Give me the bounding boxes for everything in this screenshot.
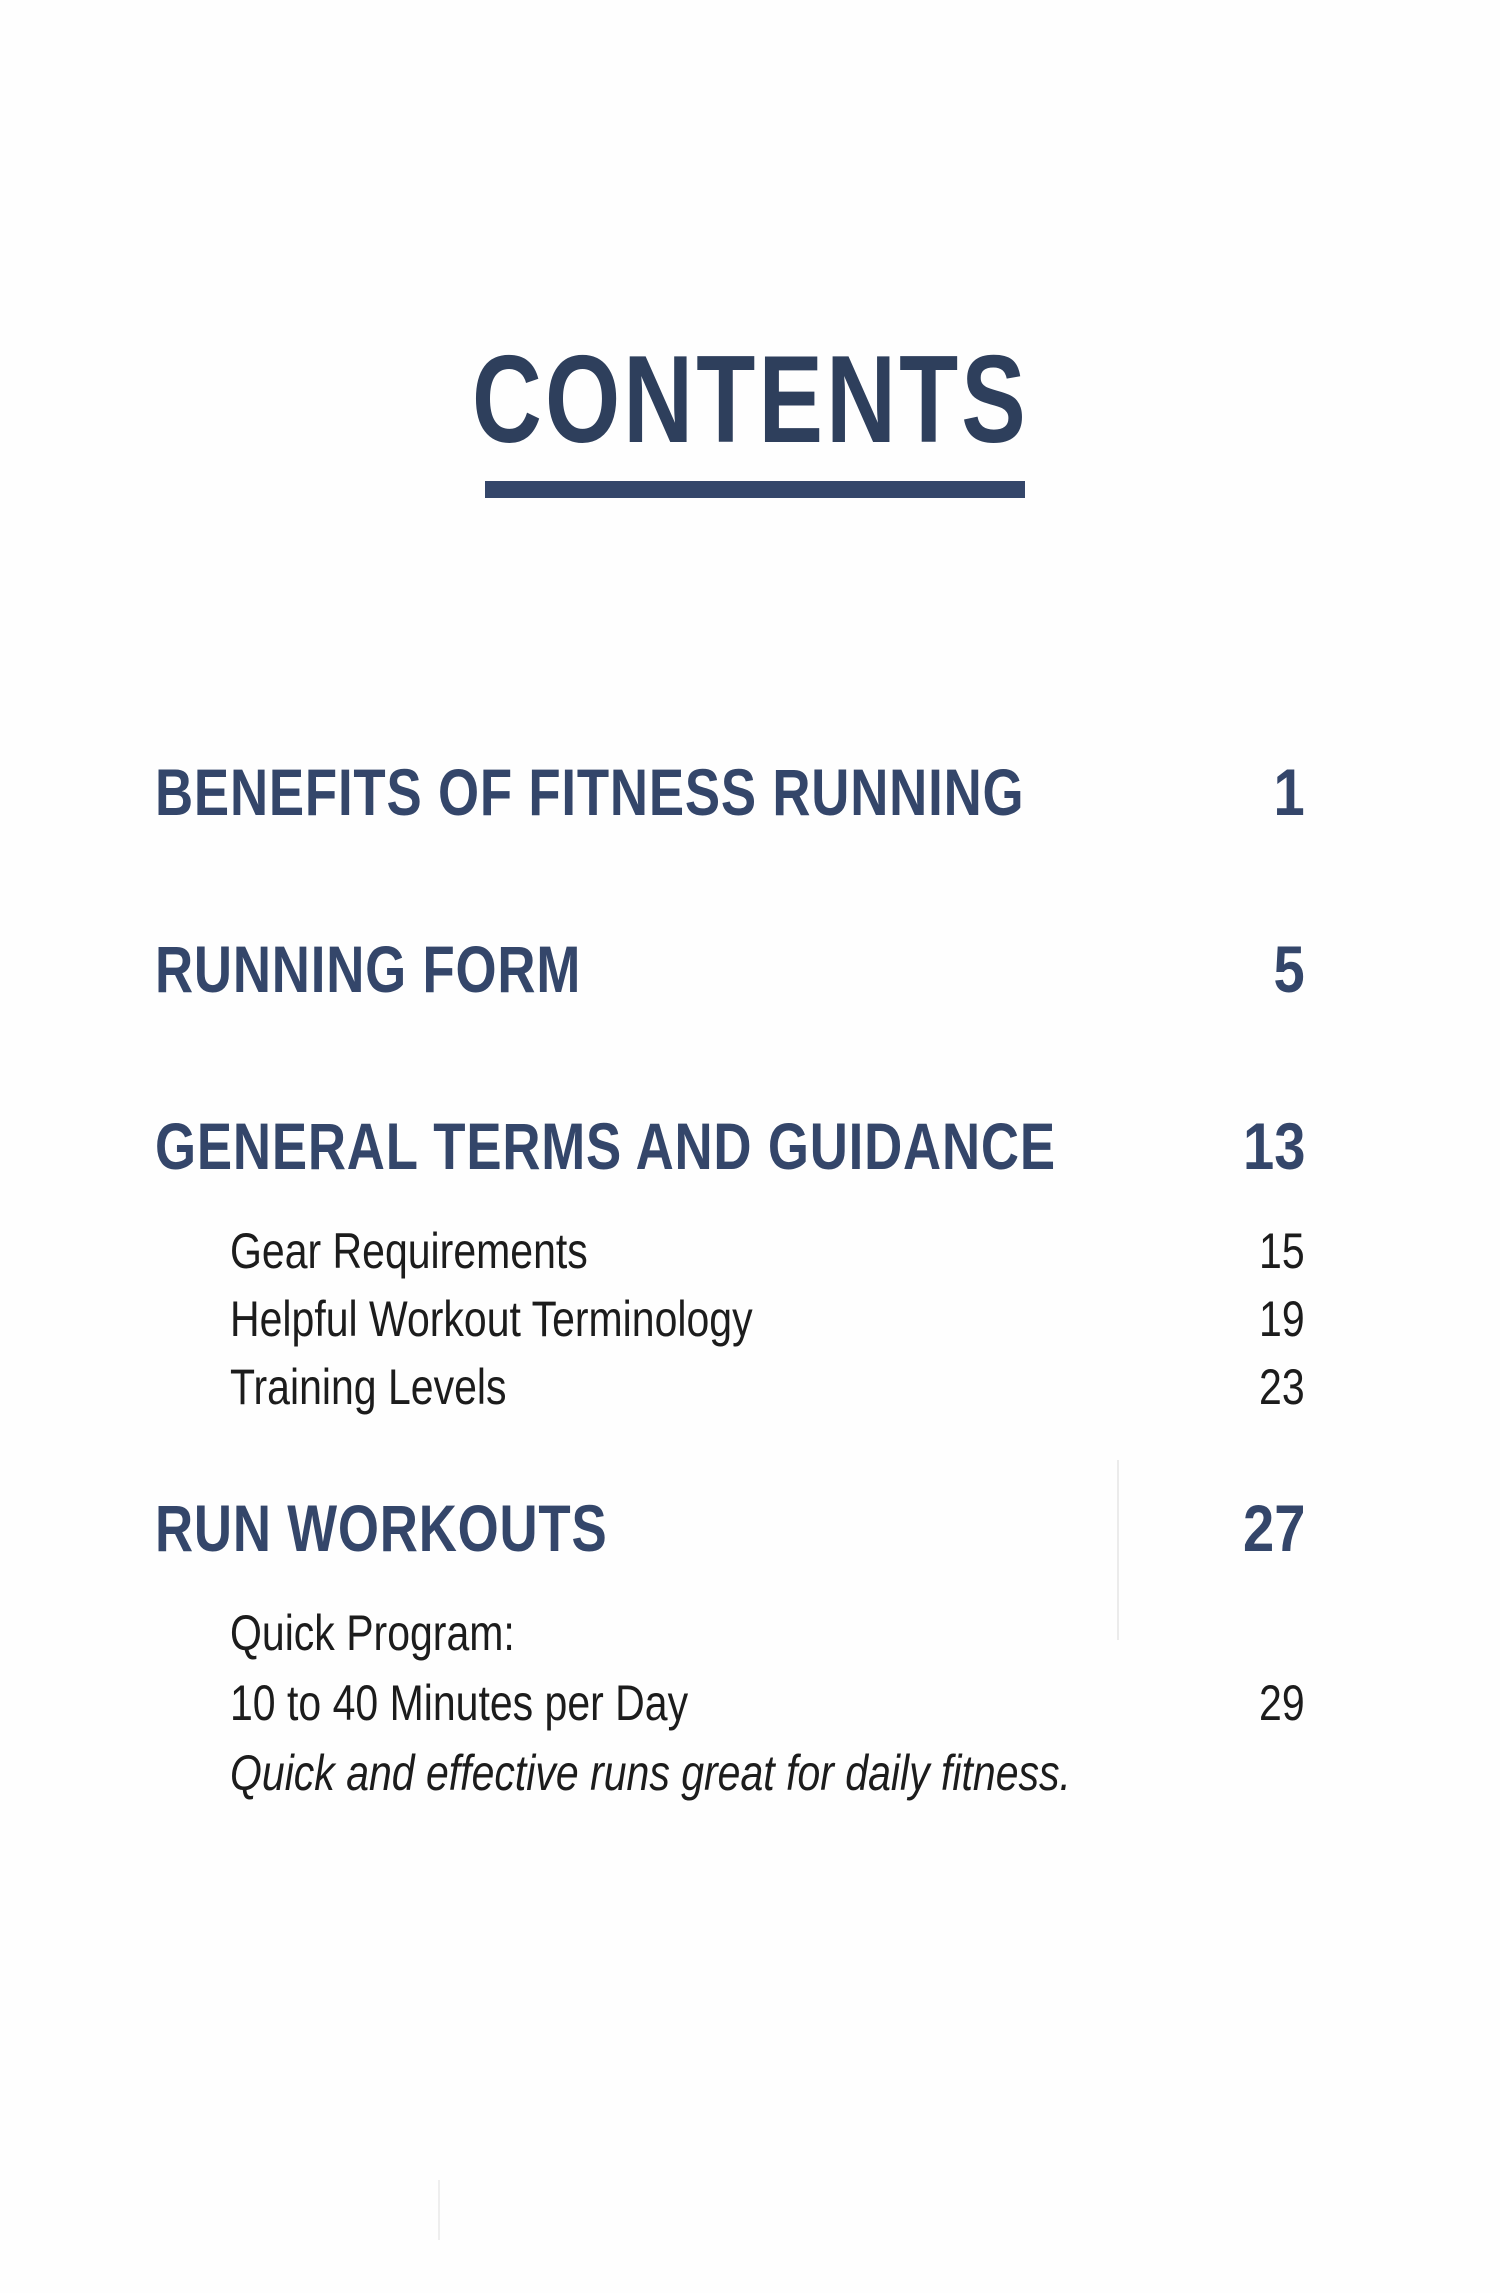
toc-item-training-levels	[230, 1354, 1305, 1420]
toc-section-page: 13	[1242, 1109, 1305, 1183]
toc-item-description-text: Quick and effective runs great for daily fitness.	[230, 1745, 1071, 1801]
toc-section-page: 27	[1242, 1491, 1305, 1565]
toc-section-running-form	[155, 929, 1305, 1009]
toc-item-page: 23	[1259, 1359, 1305, 1415]
toc-item-page: 29	[1259, 1675, 1305, 1731]
toc-item-page: 15	[1259, 1223, 1305, 1279]
toc-section-title: RUN WORKOUTS	[155, 1491, 608, 1565]
toc-section-title: GENERAL TERMS AND GUIDANCE	[155, 1109, 1056, 1183]
toc-item-minutes-per-day	[230, 1670, 1305, 1736]
toc-item-page: 19	[1259, 1291, 1305, 1347]
toc-item-quick-program	[230, 1600, 1305, 1666]
toc-section-title: BENEFITS OF FITNESS RUNNING	[155, 755, 1025, 829]
toc-section-general-terms	[155, 1106, 1305, 1186]
toc-item-label: 10 to 40 Minutes per Day	[230, 1675, 689, 1731]
toc-section-title: RUNNING FORM	[155, 932, 582, 1006]
toc-item-workout-terminology	[230, 1286, 1305, 1352]
toc-item-label: Helpful Workout Terminology	[230, 1291, 753, 1347]
page-title: CONTENTS	[471, 331, 1029, 469]
toc-section-page: 5	[1273, 932, 1305, 1006]
toc-section-page: 1	[1273, 755, 1305, 829]
toc-item-description	[230, 1740, 1305, 1806]
scan-artifact-line	[1117, 1460, 1119, 1640]
toc-item-label: Gear Requirements	[230, 1223, 588, 1279]
toc-item-label: Training Levels	[230, 1359, 507, 1415]
toc-section-run-workouts	[155, 1488, 1305, 1568]
toc-item-gear-requirements	[230, 1218, 1305, 1284]
toc-section-benefits	[155, 752, 1305, 832]
scan-artifact-line	[438, 2180, 440, 2240]
toc-item-label: Quick Program:	[230, 1605, 515, 1661]
